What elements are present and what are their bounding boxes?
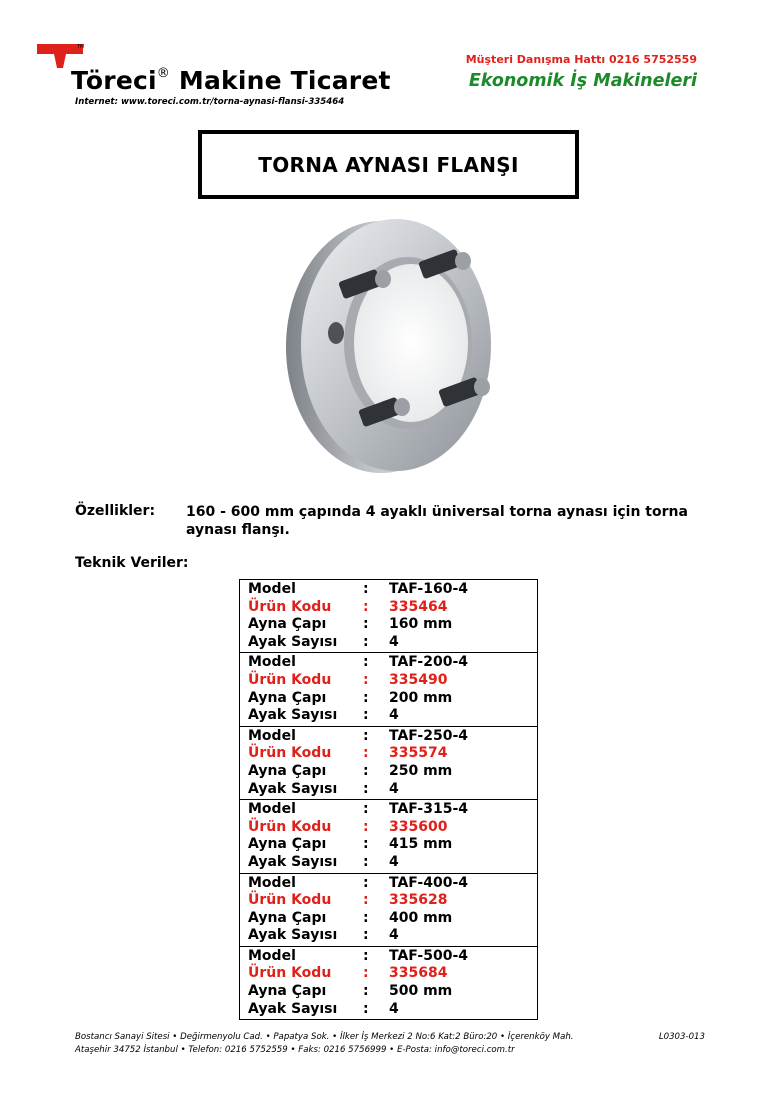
spec-key: Ayak Sayısı bbox=[248, 853, 338, 870]
spec-value: 4 bbox=[389, 633, 399, 650]
spec-separator: : bbox=[363, 965, 369, 982]
spec-row bbox=[248, 690, 537, 708]
spec-value: 4 bbox=[389, 780, 399, 797]
technical-data-table bbox=[239, 579, 538, 1020]
spec-row bbox=[248, 763, 537, 781]
footer-line-2: Ataşehir 34752 İstanbul • Telefon: 0216 5752559 • Faks: 0216 5756999 • E-Posta: info@toreci.com.tr bbox=[75, 1044, 515, 1055]
spec-value: 500 mm bbox=[389, 983, 453, 1000]
document-reference: L0303-013 bbox=[658, 1032, 705, 1042]
spec-value: 400 mm bbox=[389, 909, 453, 926]
spec-row bbox=[248, 948, 537, 966]
spec-key: Ürün Kodu bbox=[248, 598, 332, 615]
spec-row bbox=[248, 819, 537, 837]
product-image bbox=[280, 215, 500, 477]
spec-row bbox=[248, 599, 537, 617]
spec-key: Ürün Kodu bbox=[248, 965, 332, 982]
spec-key: Ürün Kodu bbox=[248, 892, 332, 909]
company-name-main: Töreci bbox=[71, 66, 157, 95]
spec-row bbox=[248, 892, 537, 910]
features-text: 160 - 600 mm çapında 4 ayaklı üniversal torna aynası için torna aynası flanşı. bbox=[186, 504, 688, 538]
spec-group bbox=[240, 726, 537, 799]
spec-row bbox=[248, 581, 537, 599]
spec-value: 335684 bbox=[389, 965, 448, 982]
spec-value: 335490 bbox=[389, 671, 448, 688]
spec-separator: : bbox=[363, 836, 369, 853]
spec-separator: : bbox=[363, 727, 369, 744]
spec-row bbox=[248, 983, 537, 1001]
spec-row bbox=[248, 801, 537, 819]
spec-key: Ayak Sayısı bbox=[248, 927, 338, 944]
spec-separator: : bbox=[363, 707, 369, 724]
spec-group bbox=[240, 946, 537, 1019]
spec-separator: : bbox=[363, 671, 369, 688]
spec-separator: : bbox=[363, 689, 369, 706]
spec-group bbox=[240, 652, 537, 725]
footer-address bbox=[75, 1031, 705, 1056]
company-slogan: Ekonomik İş Makineleri bbox=[468, 71, 697, 91]
trademark-mark: TM bbox=[77, 44, 85, 50]
features-label: Özellikler: bbox=[75, 503, 156, 519]
page-title: TORNA AYNASI FLANŞI bbox=[258, 152, 519, 177]
spec-row bbox=[248, 745, 537, 763]
spec-row bbox=[248, 616, 537, 634]
spec-row bbox=[248, 875, 537, 893]
spec-key: Model bbox=[248, 581, 296, 597]
spec-value: 4 bbox=[389, 927, 399, 944]
spec-separator: : bbox=[363, 927, 369, 944]
spec-key: Ayna Çapı bbox=[248, 909, 327, 926]
spec-key: Model bbox=[248, 727, 296, 744]
spec-key: Model bbox=[248, 947, 296, 964]
spec-separator: : bbox=[363, 745, 369, 762]
spec-key: Ürün Kodu bbox=[248, 745, 332, 762]
spec-separator: : bbox=[363, 654, 369, 671]
page-title-box bbox=[198, 130, 579, 199]
spec-row bbox=[248, 672, 537, 690]
spec-value: 335628 bbox=[389, 892, 448, 909]
spec-value: 415 mm bbox=[389, 836, 453, 853]
spec-value: 160 mm bbox=[389, 616, 453, 633]
spec-separator: : bbox=[363, 983, 369, 1000]
spec-key: Model bbox=[248, 654, 296, 671]
spec-row bbox=[248, 965, 537, 983]
spec-row bbox=[248, 634, 537, 652]
spec-row bbox=[248, 854, 537, 872]
spec-separator: : bbox=[363, 762, 369, 779]
spec-separator: : bbox=[363, 581, 369, 597]
spec-value: 4 bbox=[389, 1000, 399, 1017]
spec-key: Ürün Kodu bbox=[248, 818, 332, 835]
spec-value: TAF-315-4 bbox=[389, 801, 469, 818]
spec-value: 335464 bbox=[389, 598, 448, 615]
spec-separator: : bbox=[363, 780, 369, 797]
spec-row bbox=[248, 910, 537, 928]
footer-line-1: Bostancı Sanayi Sitesi • Değirmenyolu Cad. • Papatya Sok. • İlker İş Merkezi 2 No:6 Kat:2 Büro:20 • İçerenköy Mah. bbox=[75, 1032, 574, 1042]
spec-row bbox=[248, 1001, 537, 1019]
registered-mark: ® bbox=[156, 65, 170, 81]
spec-group bbox=[240, 873, 537, 946]
spec-value: 335600 bbox=[389, 818, 448, 835]
spec-separator: : bbox=[363, 633, 369, 650]
spec-separator: : bbox=[363, 818, 369, 835]
spec-value: TAF-200-4 bbox=[389, 654, 469, 671]
spec-key: Ayak Sayısı bbox=[248, 1000, 338, 1017]
customer-hotline: Müşteri Danışma Hattı 0216 5752559 bbox=[465, 53, 697, 66]
spec-value: 4 bbox=[389, 707, 399, 724]
spec-separator: : bbox=[363, 874, 369, 891]
spec-group bbox=[240, 799, 537, 872]
spec-separator: : bbox=[363, 892, 369, 909]
website-address: Internet: www.toreci.com.tr/torna-aynasi-flansi-335464 bbox=[75, 97, 345, 107]
spec-key: Ayna Çapı bbox=[248, 762, 327, 779]
spec-separator: : bbox=[363, 801, 369, 818]
spec-key: Ürün Kodu bbox=[248, 671, 332, 688]
spec-value: TAF-160-4 bbox=[389, 581, 469, 597]
spec-separator: : bbox=[363, 1000, 369, 1017]
spec-row bbox=[248, 654, 537, 672]
spec-key: Ayak Sayısı bbox=[248, 633, 338, 650]
spec-row bbox=[248, 927, 537, 945]
spec-key: Ayna Çapı bbox=[248, 836, 327, 853]
company-name-suffix: Makine Ticaret bbox=[178, 66, 391, 95]
spec-key: Ayak Sayısı bbox=[248, 780, 338, 797]
spec-row bbox=[248, 728, 537, 746]
spec-value: 200 mm bbox=[389, 689, 453, 706]
spec-value: TAF-400-4 bbox=[389, 874, 469, 891]
spec-key: Ayna Çapı bbox=[248, 689, 327, 706]
spec-value: TAF-250-4 bbox=[389, 727, 469, 744]
spec-key: Ayak Sayısı bbox=[248, 707, 338, 724]
spec-row bbox=[248, 707, 537, 725]
spec-value: TAF-500-4 bbox=[389, 947, 469, 964]
spec-value: 250 mm bbox=[389, 762, 453, 779]
spec-row bbox=[248, 781, 537, 799]
spec-separator: : bbox=[363, 616, 369, 633]
spec-separator: : bbox=[363, 853, 369, 870]
spec-key: Model bbox=[248, 874, 296, 891]
spec-value: 335574 bbox=[389, 745, 448, 762]
technical-data-label: Teknik Veriler: bbox=[75, 555, 189, 571]
spec-key: Model bbox=[248, 801, 296, 818]
spec-group bbox=[240, 580, 537, 652]
spec-separator: : bbox=[363, 598, 369, 615]
spec-separator: : bbox=[363, 909, 369, 926]
spec-value: 4 bbox=[389, 853, 399, 870]
spec-separator: : bbox=[363, 947, 369, 964]
spec-key: Ayna Çapı bbox=[248, 616, 327, 633]
spec-key: Ayna Çapı bbox=[248, 983, 327, 1000]
company-name bbox=[71, 66, 391, 95]
spec-row bbox=[248, 836, 537, 854]
